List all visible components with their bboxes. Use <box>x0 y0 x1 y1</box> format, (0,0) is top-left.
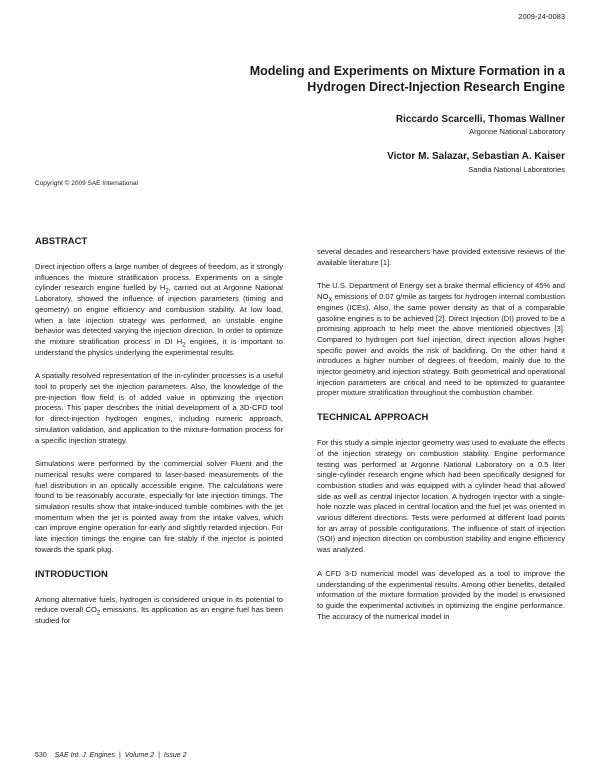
journal-issue: Issue 2 <box>163 752 187 759</box>
title-line-2: Hydrogen Direct-Injection Research Engine <box>307 80 565 94</box>
right-column <box>317 247 565 635</box>
technical-approach-heading: TECHNICAL APPROACH <box>317 412 429 424</box>
copyright-notice: Copyright © 2009 SAE International <box>35 180 139 187</box>
abstract-paragraph-2: A spatially resolved representation of the in-cylinder processes is a useful tool to properly set the injection parameters. Also, the knowledge of the pre-injection flow field is of added value in optimizing the injection process. This paper describes the initial development of a 3D-CFD tool for direct-injection hydrogen engines, including numeric approach, simulation validation, and application to the mixture-formation process for a specific injection strategy. <box>35 371 283 445</box>
technical-approach-paragraph-1: For this study a simple injector geometry was used to evaluate the effects of the injection strategy on combustion stability. Engine performance testing was performed at Argonne National Laboratory on a 0.5 liter single-cylinder research engine which had been specifically designed for combustion studies and was equipped with a cylinder head that allowed side as well as central injector location. A hydrogen injector with a single-hole nozzle was placed in central location and the fuel jet was oriented in various different directions. Tests were performed at different load points for an array of possible configurations. The influence of start of injection (SOI) and injection direction on combustion stability and engine efficiency was analyzed. <box>317 438 565 555</box>
left-column <box>35 236 283 640</box>
authors-group-2: Victor M. Salazar, Sebastian A. Kaiser <box>387 151 565 162</box>
abstract-paragraph-3: Simulations were performed by the commercial solver Fluent and the numerical results were compared to laser-based measurements of the fuel distribution in an optically accessible engine. The calculations were found to be reasonably accurate, especially for late injection timings. The simulation results show that intake-induced tumble combines with the jet momentum when the jet is pointed away from the intake valves, which can improve engine operation for early and slightly retarded injection. For late injection timings the engine can fire stably if the injector is pointed towards the spark plug. <box>35 459 283 554</box>
journal-volume: Volume 2 <box>124 752 155 759</box>
page-number: 530 <box>35 752 47 759</box>
affiliation-1: Argonne National Laboratory <box>469 127 565 136</box>
abstract-paragraph-1: Direct injection offers a large number of degrees of freedom, as it strongly influences the mixture stratification process. Experiments on a single cylinder research engine fuelled by $H_2$, carried out at Argonne National Laboratory, showed the influence of injection parameters (timing and geometry) on engine efficiency and combustion stability. At low load, when a late injection strategy was performed, an unstable engine behavior was detected varying the injection direction. In order to optimize the mixture stratification process in DI $H_2$ engines, it is important to understand the physics underlying the experimental results. <box>35 262 283 357</box>
introduction-paragraph-1-continued: several decades and researchers have provided extensive reviews of the available literature [1]. <box>317 247 565 267</box>
abstract-heading: ABSTRACT <box>35 236 88 247</box>
page-footer: 530 SAE Int. J. Engines | Volume 2 | Issue 2 <box>35 752 187 759</box>
paper-id: 2009-24-0083 <box>518 12 565 21</box>
paper-title <box>145 63 565 95</box>
introduction-paragraph-2: The U.S. Department of Energy set a brake thermal efficiency of 45% and $NO_X$ emissions of 0.07 g/mile as targets for hydrogen internal combustion engines (ICEs). Also, the same power density as that of a comparable gasoline engines is to be achieved [2]. Direct Injection (DI) proved to be a promising approach to help meet the above mentioned objectives [3]. Compared to hydrogen port fuel injection, direct injection allows higher specific power and avoids the risk of backfiring. On the other hand it introduces a higher number of degrees of freedom, mainly due to the injector geometry and injection strategy. Both geometrical and operational injection parameters are critical and need to be optimized to guarantee proper mixture stratification throughout the combustion chamber. <box>317 281 565 398</box>
technical-approach-paragraph-2: A CFD 3-D numerical model was developed as a tool to improve the understanding of the experimental results. Among other benefits, detailed information of the mixture formation provided by the model is envisioned to guide the experimental activities in optimizing the engine performance. The accuracy of the numerical model in <box>317 568 565 621</box>
journal-name: SAE Int. J. Engines <box>54 752 115 759</box>
affiliation-2: Sandia National Laboratories <box>468 165 565 174</box>
authors-group-1: Riccardo Scarcelli, Thomas Wallner <box>395 114 565 125</box>
introduction-heading: INTRODUCTION <box>35 568 108 580</box>
introduction-paragraph-1: Among alternative fuels, hydrogen is considered unique in its potential to reduce overall $CO_2$ emissions. Its application as an engine fuel has been studied for <box>35 594 283 625</box>
title-line-1: Modeling and Experiments on Mixture Formation in a <box>249 64 565 78</box>
